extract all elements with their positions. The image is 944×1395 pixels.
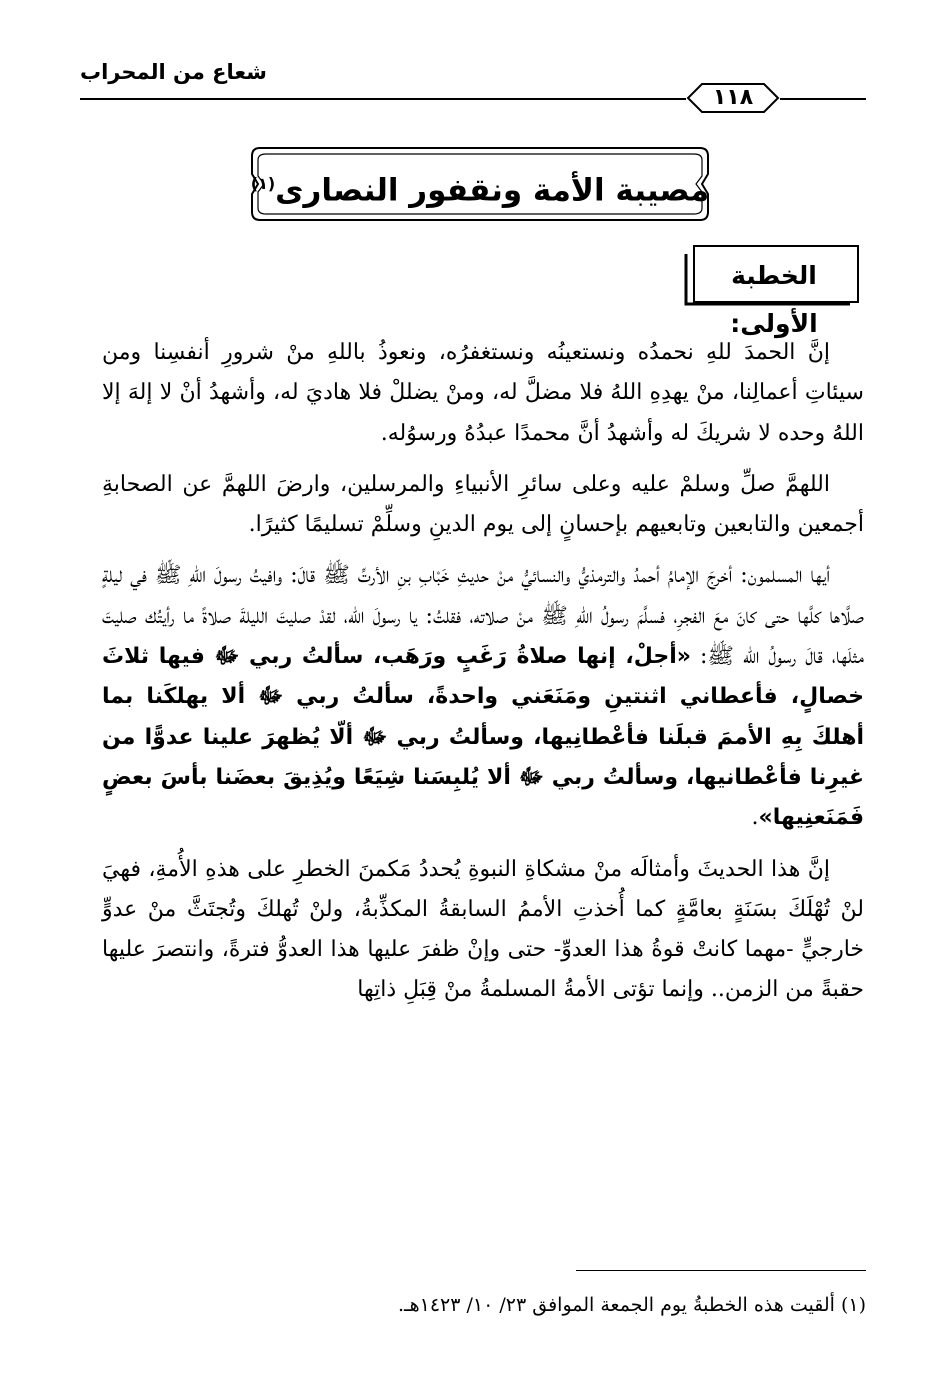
header-rule: [80, 98, 686, 100]
hadith-paragraph: [102, 556, 864, 838]
footnote: (١) ألقيت هذه الخطبةُ يوم الجمعة الموافق ٢٣/ ١٠/ ١٤٢٣هـ.: [397, 1294, 866, 1316]
running-head: شعاع من المحراب: [80, 60, 267, 84]
section-heading: الخطبة الأولى:: [730, 261, 818, 338]
header-rule: [780, 98, 866, 100]
chapter-title: [250, 146, 710, 222]
hadith-intro: أيها المسلمون: أخرجَ الإمامُ أحمدُ والترمذيُّ والنسائيُّ منْ حديثِ خَبْابِ بنِ الأرتِّ ﷺ قالَ: وافيتُ رسولَ اللهِ ﷺ في ليلةٍ صلَّاها كلَّها حتى كانَ معَ الفجرِ، فسلَّمَ رسولُ اللهِ ﷺ منْ صلاته، فقلتُ: يا رسولَ الله، لقدْ صليتَ الليلةَ صلاةً ما رأيتُك صليتَ مثلَها، قالَ رسولُ الله ﷺ:: [102, 563, 865, 670]
page-number: ١١٨: [712, 85, 754, 110]
section-heading-frame: [684, 244, 860, 338]
paragraph: اللهمَّ صلِّ وسلمْ عليه وعلى سائرِ الأنبياءِ والمرسلين، وارضَ اللهمَّ عن الصحابةِ أجمعين والتابعين وتابعيهم بإحسانٍ إلى يوم الدينِ وسلِّمْ تسليمًا كثيرًا.: [102, 471, 864, 538]
title-frame: [250, 146, 710, 222]
chapter-title-text: مصيبة الأمة ونقفور النصارى: [275, 172, 710, 209]
hadith-end: .: [751, 805, 759, 831]
hadith-quote: «أجلْ، إنها صلاةُ رَغَبٍ ورَهَب، سألتُ ربي ﷻ فيها ثلاثَ خصالٍ، فأعطاني اثنتينِ ومَنَعَني واحدةً، سألتُ ربي ﷻ ألا يهلكَنا بما أهلكَ بِهِ الأممَ قبلَنا فأعْطانِيها، وسألتُ ربي ﷻ ألّا يُظهرَ علينا عدوًّا من غيرِنا فأعْطانيها، وسألتُ ربي ﷻ ألا يُلبِسَنا شِيَعًا ويُذِيقَ بعضَنا بأسَ بعضٍ فَمَنَعنِيها»: [102, 644, 864, 831]
footnote-rule: [576, 1270, 866, 1271]
footnote-marker: (١): [250, 174, 276, 193]
paragraph: إنَّ الحمدَ للهِ نحمدُه ونستعينُه ونستغفرُه، ونعوذُ باللهِ منْ شرورِ أنفسِنا ومن سيئاتِ أعمالِنا، منْ يهدِهِ اللهُ فلا مضلَّ له، ومنْ يضللْ فلا هاديَ له، وأشهدُ أنْ لا إلهَ إلا اللهُ وحده لا شريكَ له وأشهدُ أنَّ محمدًا عبدُهُ ورسوُله.: [102, 340, 864, 446]
sermon-body: [102, 333, 864, 1022]
paragraph: إنَّ هذا الحديثَ وأمثالَه منْ مشكاةِ النبوةِ يُحددُ مَكمنَ الخطرِ على هذهِ الأُمةِ، فهيَ لنْ تُهْلَكَ بسَنَةٍ بعامَّةٍ كما أُخذتِ الأممُ السابقةُ المكذِّبةُ، ولنْ تُهلكَ وتُجتَثَّ منْ عدوٍّ خارجيٍّ -مهما كانتْ قوةُ هذا العدوِّ- حتى وإنْ ظفرَ عليها هذا العدوُّ فترةً، وانتصرَ عليها حقبةً من الزمن.. وإنما تؤتى الأمةُ المسلمةُ منْ قِبَلِ ذاتِها: [102, 856, 864, 1003]
page-number-badge: [686, 82, 780, 114]
